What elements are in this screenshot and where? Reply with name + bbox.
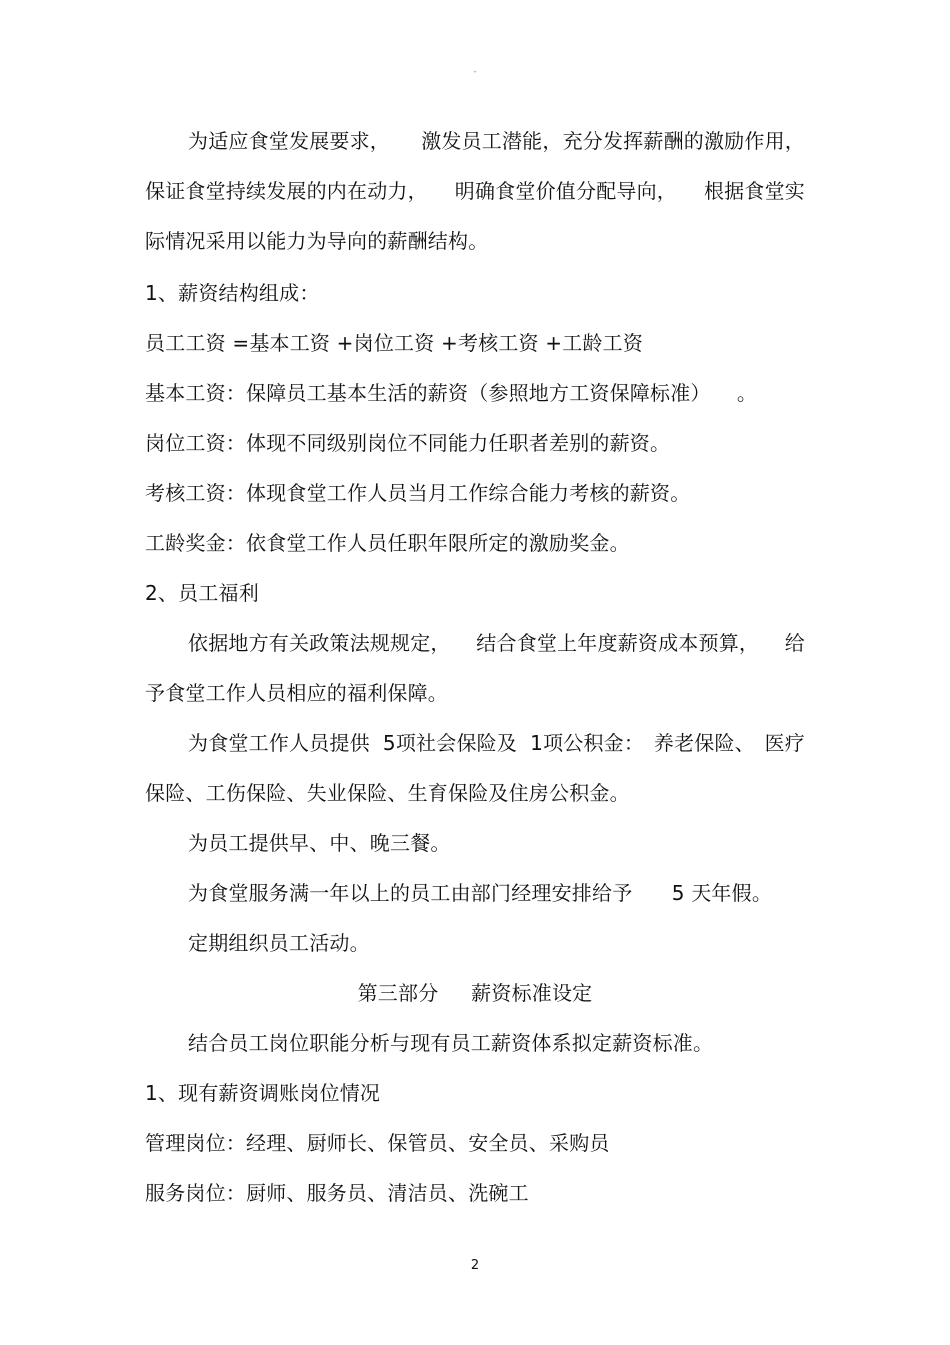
text-segment: 明确食堂价值分配导向， [454, 179, 677, 203]
text-segment: 养老保险、 [653, 731, 755, 755]
text-segment: 依据地方有关政策法规规定， [188, 631, 451, 655]
meals-benefit: 为员工提供早、中、晚三餐。 [188, 831, 451, 855]
page-number: 2 [470, 1258, 480, 1273]
paragraph-intro-line-3: 际情况采用以能力为导向的薪酬结构。 [145, 229, 489, 253]
salary-standard-intro: 结合员工岗位职能分析与现有员工薪资体系拟定薪资标准。 [188, 1031, 714, 1055]
text-segment: 激发员工潜能，充分发挥薪酬的激励作用， [421, 129, 805, 153]
text-segment: 根据食堂实 [703, 179, 805, 203]
section-heading-salary-structure: 1、薪资结构组成： [145, 281, 320, 305]
activities-benefit: 定期组织员工活动。 [188, 931, 370, 955]
paragraph-intro-line-1 [188, 128, 805, 154]
text-segment: 为食堂工作人员提供 5项社会保险及 1项公积金： [188, 731, 645, 755]
text-segment: 结合食堂上年度薪资成本预算， [476, 631, 760, 655]
definition-seniority-bonus: 工龄奖金：依食堂工作人员任职年限所定的激励奖金。 [145, 531, 630, 555]
text-segment: 保证食堂持续发展的内在动力， [145, 179, 428, 203]
insurance-paragraph-line-1 [188, 730, 805, 756]
definition-position-salary: 岗位工资：体现不同级别岗位不同能力任职者差别的薪资。 [145, 431, 671, 455]
benefits-paragraph-line-1 [188, 630, 805, 656]
text-segment: 为适应食堂发展要求， [188, 129, 390, 153]
annual-leave-benefit: 为食堂服务满一年以上的员工由部门经理安排给予 5 天年假。 [188, 881, 773, 905]
salary-formula: 员工工资 =基本工资 +岗位工资 +考核工资 +工龄工资 [145, 331, 644, 355]
insurance-paragraph-line-2: 保险、工伤保险、失业保险、生育保险及住房公积金。 [145, 781, 630, 805]
paragraph-intro-line-2 [145, 178, 805, 204]
text-segment: 医疗 [764, 731, 805, 755]
section-heading-current-positions: 1、现有薪资调账岗位情况 [145, 1081, 381, 1105]
text-segment: 给 [784, 631, 805, 655]
definition-basic-salary: 基本工资：保障员工基本生活的薪资（参照地方工资保障标准） 。 [145, 381, 758, 405]
service-positions: 服务岗位：厨师、服务员、清洁员、洗碗工 [145, 1181, 529, 1205]
management-positions: 管理岗位：经理、厨师长、保管员、安全员、采购员 [145, 1131, 610, 1155]
definition-assessment-salary: 考核工资：体现食堂工作人员当月工作综合能力考核的薪资。 [145, 481, 691, 505]
header-mark: - [473, 67, 477, 77]
section-heading-benefits: 2、员工福利 [145, 581, 259, 605]
part-three-heading: 第三部分 薪资标准设定 [357, 981, 593, 1005]
benefits-paragraph-line-2: 予食堂工作人员相应的福利保障。 [145, 681, 448, 705]
